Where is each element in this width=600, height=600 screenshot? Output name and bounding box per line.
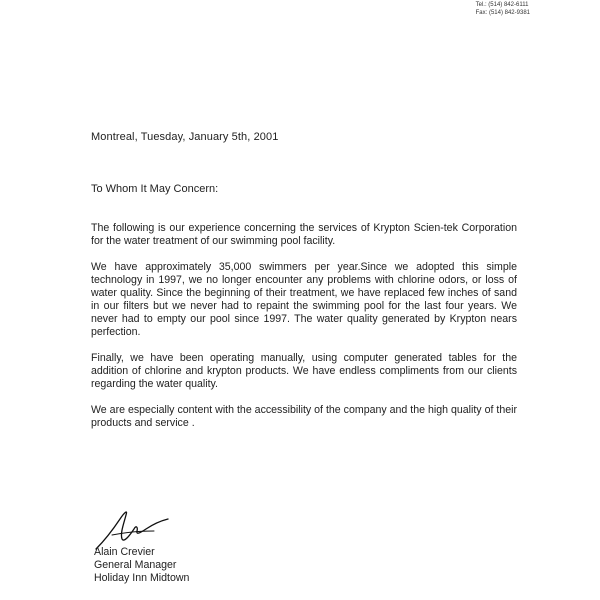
letter-date: Montreal, Tuesday, January 5th, 2001 — [91, 131, 279, 143]
paragraph-intro: The following is our experience concerning the services of Krypton Scien-tek Corporation for the water treatment of our swimming pool facility. — [91, 222, 517, 247]
contact-info — [476, 1, 530, 17]
signature-block — [94, 546, 189, 585]
signer-title: General Manager — [94, 559, 177, 571]
telephone-number: Tel.: (514) 842-6111 — [475, 2, 529, 8]
paragraph-closing: We are especially content with the accessibility of the company and the high quality of their products and service . — [91, 404, 517, 429]
paragraph-operation: Finally, we have been operating manually, using computer generated tables for the addition of chlorine and krypton products. We have endless compliments from our clients regarding the water quality. — [91, 352, 517, 390]
signer-name: Alain Crevier — [94, 546, 155, 558]
fax-number: Fax: (514) 842-9381 — [475, 10, 530, 16]
salutation: To Whom It May Concern: — [91, 183, 219, 195]
paragraph-experience: We have approximately 35,000 swimmers per year.Since we adopted this simple technology in 1997, we no longer encounter any problems with chlorine odors, or loss of water quality. Since the beginning of their treatment, we have replaced few inches of sand in our filters but we never had to repaint the swimming pool for the last four years. We never had to empty our pool since 1997. The water quality generated by Krypton nears perfection. — [91, 261, 517, 338]
signer-organization: Holiday Inn Midtown — [94, 572, 190, 584]
letter-body — [91, 222, 517, 430]
